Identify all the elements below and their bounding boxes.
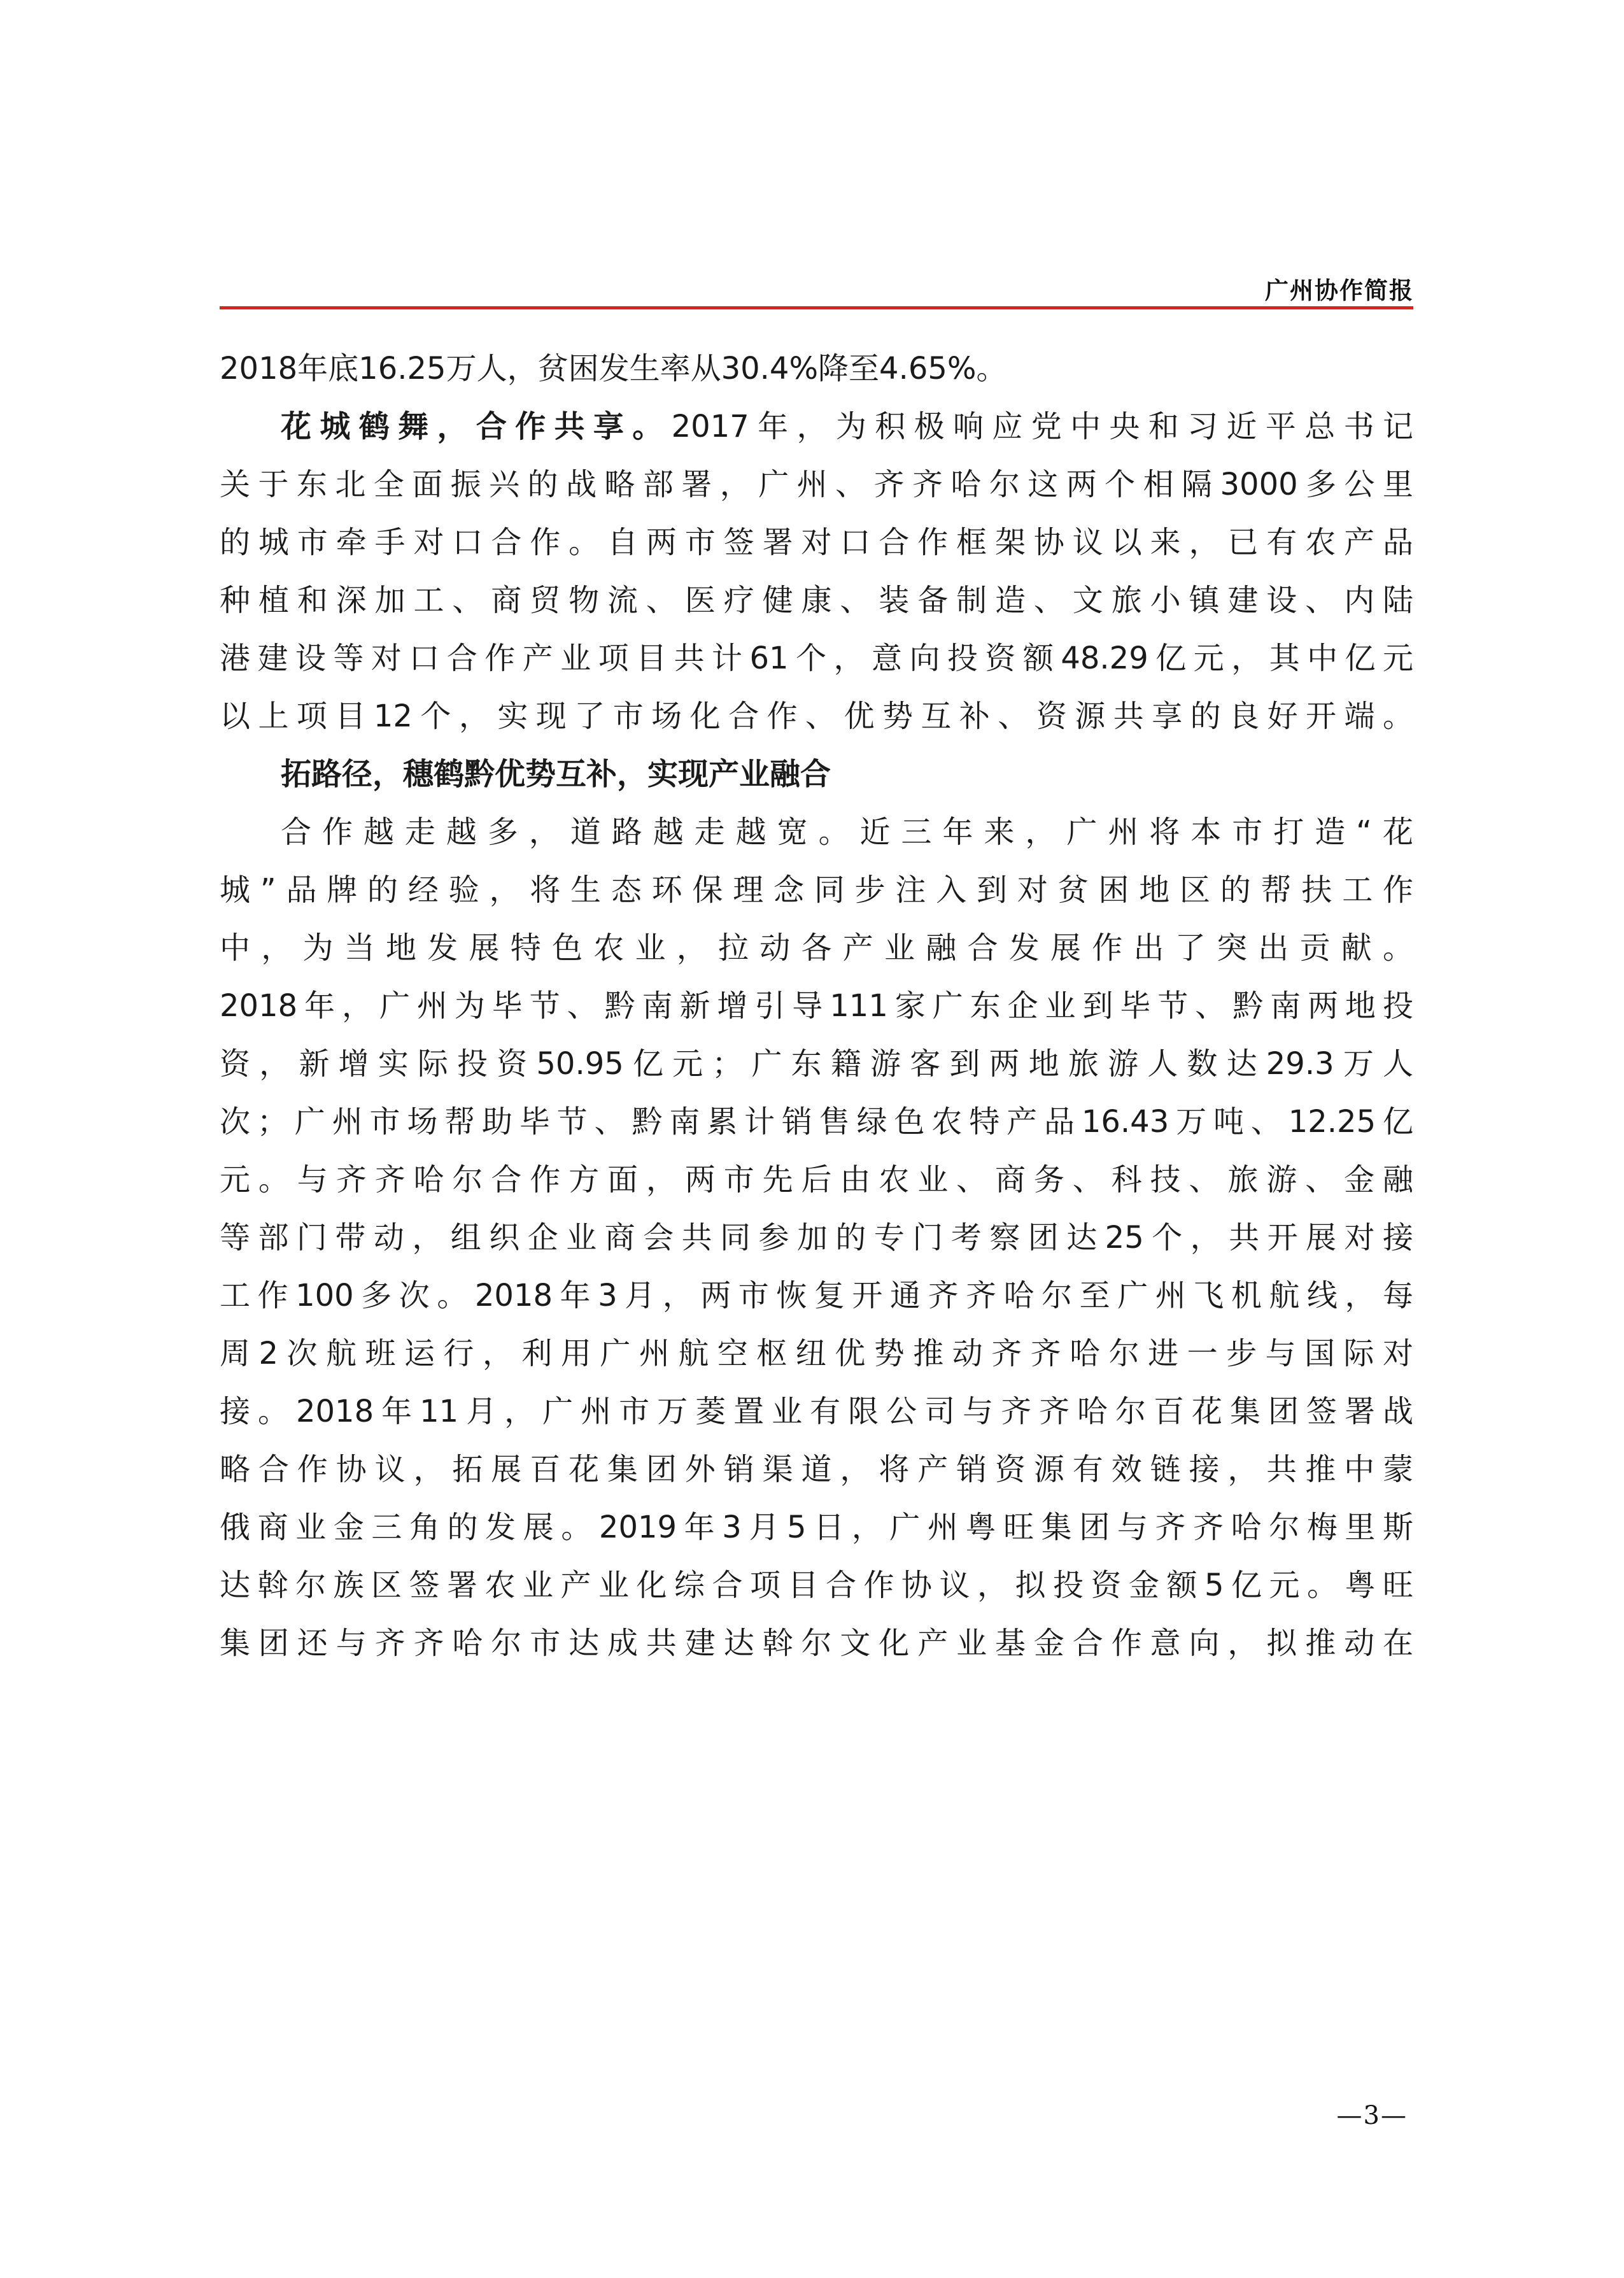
- header-title: 广州协作简报: [1265, 276, 1414, 304]
- text-line: [220, 1093, 1413, 1151]
- line-text: 集团还与齐齐哈尔市达成共建达斡尔文化产业基金合作意向，拟推动在: [220, 1625, 1413, 1661]
- text-line: [220, 977, 1413, 1035]
- line-text: 元。与齐齐哈尔合作方面，两市先后由农业、商务、科技、旅游、金融: [220, 1162, 1413, 1198]
- line-text: 关于东北全面振兴的战略部署，广州、齐齐哈尔这两个相隔3000多公里: [220, 467, 1413, 502]
- text-line: [220, 1325, 1413, 1383]
- line-text: 城”品牌的经验，将生态环保理念同步注入到对贫困地区的帮扶工作: [220, 872, 1413, 908]
- line-text: 工作100多次。2018年3月，两市恢复开通齐齐哈尔至广州飞机航线，每: [220, 1278, 1413, 1313]
- text-line: [220, 861, 1413, 919]
- page-number: —3—: [1336, 2101, 1408, 2130]
- text-line: [220, 919, 1413, 977]
- line-text: 次；广州市场帮助毕节、黔南累计销售绿色农特产品16.43万吨、12.25亿: [220, 1104, 1413, 1140]
- text-line: [220, 1383, 1413, 1441]
- line-text: 周2次航班运行，利用广州航空枢纽优势推动齐齐哈尔进一步与国际对: [220, 1336, 1413, 1371]
- line-text: 种植和深加工、商贸物流、医疗健康、装备制造、文旅小镇建设、内陆: [220, 583, 1413, 618]
- line-text: 达斡尔族区签署农业产业化综合项目合作协议，拟投资金额5亿元。粤旺: [220, 1567, 1413, 1603]
- paragraph-lead: 花城鹤舞，合作共享。: [281, 409, 672, 444]
- text-line: [220, 1441, 1413, 1499]
- text-line: [220, 514, 1413, 572]
- line-text: 等部门带动，组织企业商会共同参加的专门考察团达25个，共开展对接: [220, 1220, 1413, 1256]
- line-text: 2017年，为积极响应党中央和习近平总书记: [671, 409, 1413, 444]
- line-text: 俄商业金三角的发展。2019年3月5日，广州粤旺集团与齐齐哈尔梅里斯: [220, 1510, 1413, 1545]
- line-text: 的城市牵手对口合作。自两市签署对口合作框架协议以来，已有农产品: [220, 525, 1413, 560]
- text-line: [220, 1035, 1413, 1093]
- text-line: [220, 630, 1413, 688]
- text-line: [220, 1499, 1413, 1557]
- line-text: 以上项目12个，实现了市场化合作、优势互补、资源共享的良好开端。: [220, 698, 1413, 734]
- text-line: [220, 398, 1413, 456]
- text-line: [220, 572, 1413, 630]
- section-heading: [220, 746, 1413, 803]
- text-line: [220, 456, 1413, 514]
- line-text: 接。2018年11月，广州市万菱置业有限公司与齐齐哈尔百花集团签署战: [220, 1394, 1413, 1429]
- header-divider: [220, 306, 1413, 309]
- body-text: [220, 340, 1413, 1673]
- line-text: 2018年，广州为毕节、黔南新增引导111家广东企业到毕节、黔南两地投: [220, 988, 1413, 1024]
- text-line: [220, 1557, 1413, 1615]
- line-text: 略合作协议，拓展百花集团外销渠道，将产销资源有效链接，共推中蒙: [220, 1452, 1413, 1487]
- text-line: [220, 1151, 1413, 1209]
- line-text: 拓路径，穗鹤黔优势互补，实现产业融合: [281, 756, 831, 792]
- line-text: 资，新增实际投资50.95亿元；广东籍游客到两地旅游人数达29.3万人: [220, 1046, 1413, 1082]
- line-text: 合作越走越多，道路越走越宽。近三年来，广州将本市打造“花: [281, 814, 1413, 850]
- text-line: [220, 803, 1413, 861]
- line-text: 2018年底16.25万人，贫困发生率从30.4%降至4.65%。: [220, 351, 1007, 386]
- text-line: [220, 1209, 1413, 1267]
- text-line: [220, 1615, 1413, 1673]
- text-line: [220, 1267, 1413, 1325]
- line-text: 港建设等对口合作产业项目共计61个，意向投资额48.29亿元，其中亿元: [220, 640, 1413, 676]
- text-line: [220, 688, 1413, 746]
- text-line: [220, 340, 1413, 398]
- line-text: 中，为当地发展特色农业，拉动各产业融合发展作出了突出贡献。: [220, 930, 1413, 966]
